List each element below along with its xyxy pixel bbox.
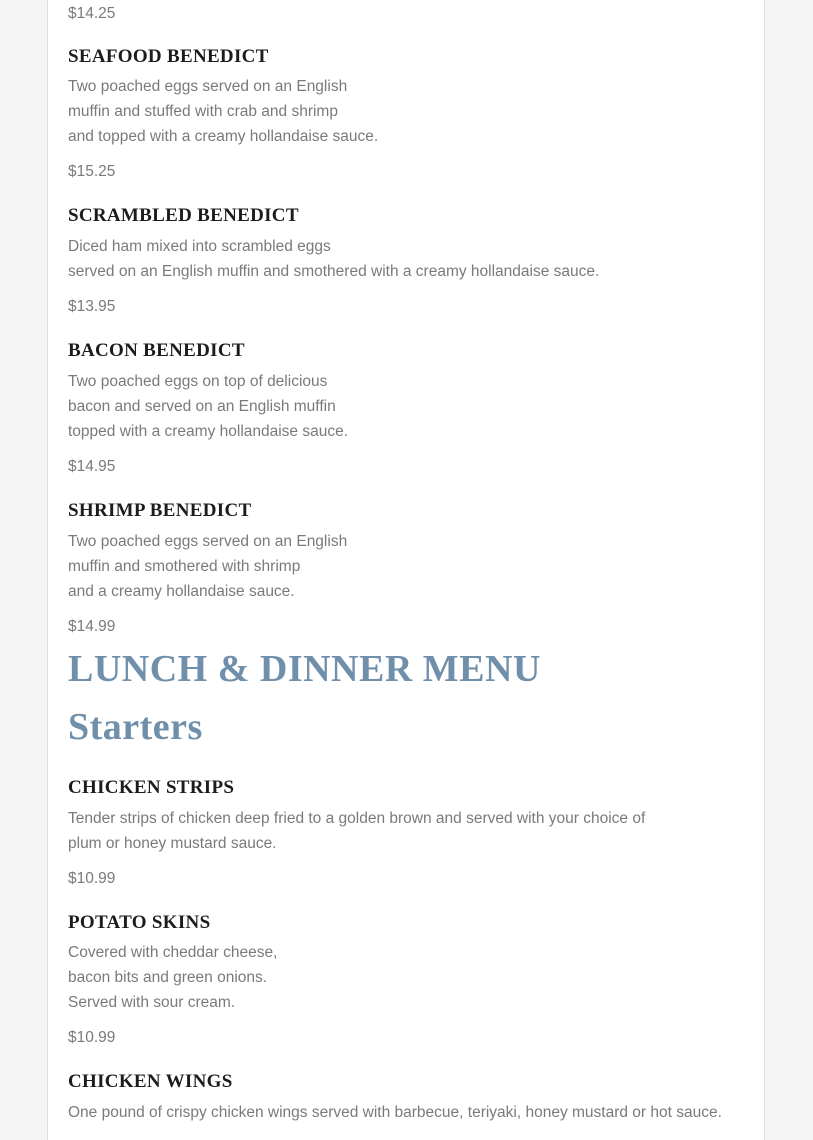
section-title-starters: Starters [68,706,203,748]
item-description: Two poached eggs served on an English muffin and smothered with shrimp and a creamy hollandaise sauce. [68,533,348,600]
item-name: SEAFOOD BENEDICT [68,46,269,67]
item-description: Diced ham mixed into scrambled eggs served on an English muffin and smothered with a creamy hollandaise sauce. [68,238,600,280]
item-name: SHRIMP BENEDICT [68,500,252,521]
item-price: $10.99 [68,1029,116,1046]
menu-title: LUNCH & DINNER MENU [68,648,541,690]
item-description: Two poached eggs served on an English muffin and stuffed with crab and shrimp and topped with a creamy hollandaise sauce. [68,78,379,145]
item-price: $14.95 [68,458,116,475]
item-description: Covered with cheddar cheese, bacon bits and green onions. Served with sour cream. [68,944,278,1011]
menu-item-seafood-benedict [68,45,378,182]
item-price: $14.25 [68,5,116,22]
item-name: CHICKEN WINGS [68,1071,233,1092]
menu-item-potato-skins [68,911,277,1048]
item-price: $13.95 [68,298,116,315]
item-description: One pound of crispy chicken wings served with barbecue, teriyaki, honey mustard or hot sauce. [68,1104,722,1121]
menu-item-scrambled-benedict [68,204,599,317]
item-price: $14.99 [68,618,116,635]
item-description: Tender strips of chicken deep fried to a golden brown and served with your choice of plum or honey mustard sauce. [68,810,646,852]
item-price: $15.25 [68,163,116,180]
item-name: POTATO SKINS [68,912,211,933]
menu-card [47,0,765,1140]
item-price: $10.99 [68,870,116,887]
menu-item-chicken-strips [68,776,645,889]
item-name: BACON BENEDICT [68,340,245,361]
item-description: Two poached eggs on top of delicious bacon and served on an English muffin topped with a creamy hollandaise sauce. [68,373,349,440]
menu-item-shrimp-benedict [68,499,347,637]
menu-item-bacon-benedict [68,339,348,477]
item-name: CHICKEN STRIPS [68,777,235,798]
item-name: SCRAMBLED BENEDICT [68,205,299,226]
menu-item-chicken-wings [68,1070,722,1125]
